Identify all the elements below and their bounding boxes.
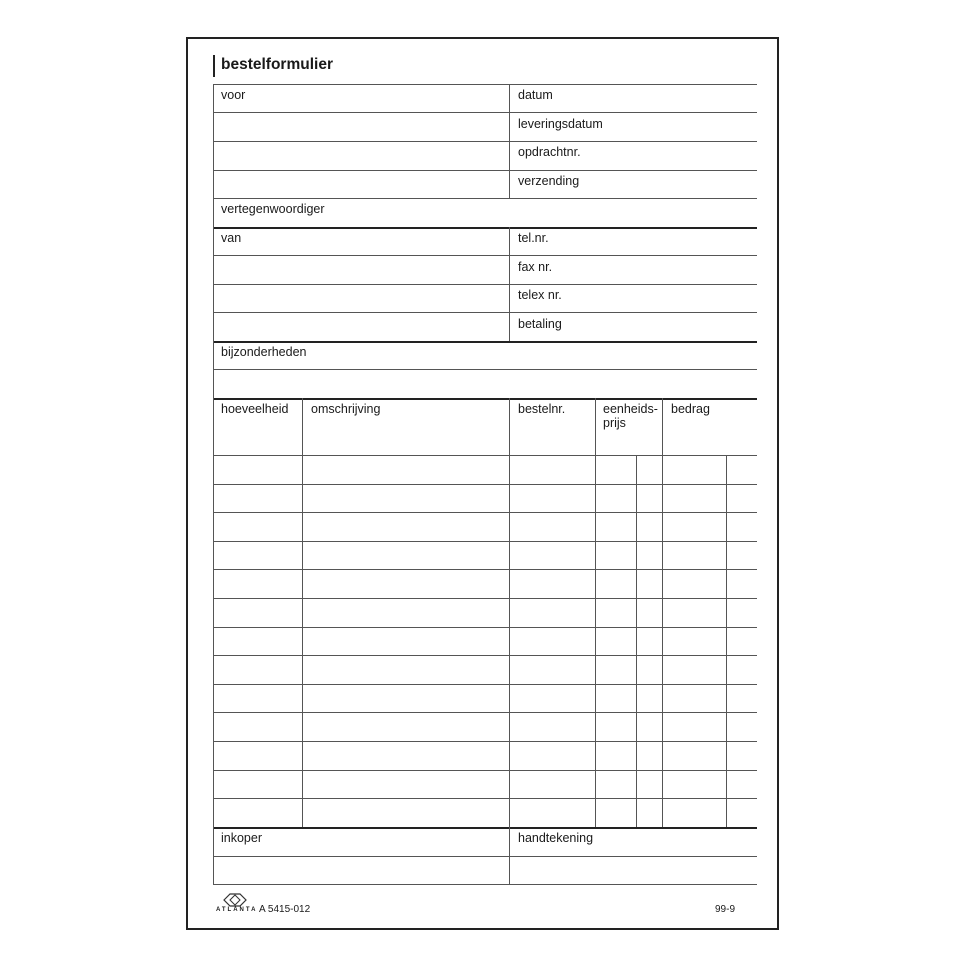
header-eenheidsprijs: eenheids-prijs [603, 402, 658, 430]
table-column-rule [213, 398, 214, 827]
rule [213, 112, 757, 113]
table-row [213, 684, 757, 685]
table-row [213, 770, 757, 771]
table-row [213, 484, 757, 485]
telexnr-label: telex nr. [518, 288, 562, 302]
table-column-rule [726, 455, 727, 827]
telnr-label: tel.nr. [518, 231, 549, 245]
rule [213, 198, 757, 199]
table-column-rule [636, 455, 637, 827]
van-label: van [221, 231, 242, 245]
table-row [213, 741, 757, 742]
table-row [213, 598, 757, 599]
rule [213, 170, 757, 171]
table-row [213, 798, 757, 799]
title-marker [213, 55, 215, 77]
rule [213, 398, 757, 400]
handtekening-label: handtekening [518, 831, 594, 845]
voor-label: voor [221, 88, 246, 102]
vertegenwoordiger-label: vertegenwoordiger [221, 202, 325, 216]
header-bedrag: bedrag [671, 402, 710, 416]
opdrachtnr-label: opdrachtnr. [518, 145, 581, 159]
inkoper-label: inkoper [221, 831, 262, 845]
table-row [213, 712, 757, 713]
table-row [213, 512, 757, 513]
header-bestelnr: bestelnr. [518, 402, 566, 416]
rule [213, 84, 214, 398]
form-code: A 5415-012 [259, 904, 311, 915]
table-column-rule [595, 398, 596, 827]
table-row [213, 655, 757, 656]
rule [509, 84, 510, 198]
betaling-label: betaling [518, 317, 562, 331]
rule [509, 227, 510, 341]
rule [509, 827, 510, 884]
table-row [213, 569, 757, 570]
rule [213, 369, 757, 370]
verzending-label: verzending [518, 174, 580, 188]
rule [213, 227, 757, 229]
table-row [213, 541, 757, 542]
brand-name: ATLANTA [216, 907, 258, 913]
rule [213, 884, 757, 885]
form-title: bestelformulier [221, 56, 333, 73]
rule [213, 827, 214, 884]
table-column-rule [662, 398, 663, 827]
header-omschrijving: omschrijving [311, 402, 381, 416]
rule [213, 856, 757, 857]
table-column-rule [302, 398, 303, 827]
rule [213, 827, 757, 829]
rule [213, 84, 757, 85]
rule [213, 312, 757, 313]
table-row [213, 455, 757, 456]
faxnr-label: fax nr. [518, 260, 553, 274]
bijzonderheden-label: bijzonderheden [221, 345, 307, 359]
atlanta-logo-icon [220, 893, 250, 907]
rule [213, 141, 757, 142]
table-column-rule [509, 398, 510, 827]
rule [213, 284, 757, 285]
rule [213, 255, 757, 256]
table-row [213, 627, 757, 628]
form-version: 99-9 [715, 904, 736, 915]
header-hoeveelheid: hoeveelheid [221, 402, 289, 416]
rule [213, 341, 757, 343]
leveringsdatum-label: leveringsdatum [518, 117, 603, 131]
datum-label: datum [518, 88, 553, 102]
